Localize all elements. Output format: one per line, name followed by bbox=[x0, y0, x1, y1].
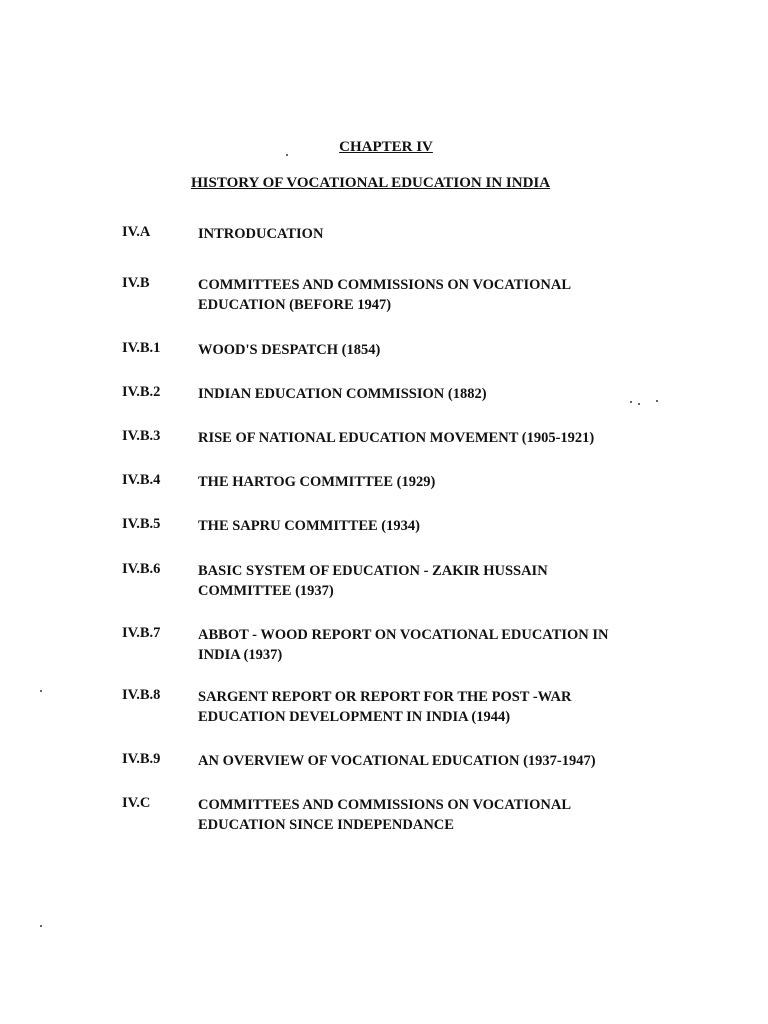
toc-title: THE HARTOG COMMITTEE (1929) bbox=[198, 474, 436, 490]
toc-number: IV.B.3 bbox=[122, 428, 161, 444]
toc-number: IV.B.6 bbox=[122, 561, 161, 577]
toc-title: THE SAPRU COMMITTEE (1934) bbox=[198, 518, 420, 534]
toc-number: IV.B.4 bbox=[122, 472, 161, 488]
toc-title: RISE OF NATIONAL EDUCATION MOVEMENT (1905-1921) bbox=[198, 430, 595, 446]
toc-number: IV.B.1 bbox=[122, 340, 161, 356]
chapter-subtitle: HISTORY OF VOCATIONAL EDUCATION IN INDIA bbox=[191, 175, 551, 191]
scan-speck bbox=[40, 690, 42, 692]
scan-speck bbox=[286, 154, 288, 156]
toc-title: SARGENT REPORT OR REPORT FOR THE POST -WAR EDUCATION DEVELOPMENT IN INDIA (1944) bbox=[198, 689, 572, 725]
toc-title: INTRODUCATION bbox=[198, 226, 324, 242]
toc-number: IV.B.5 bbox=[122, 516, 161, 532]
toc-number: IV.C bbox=[122, 795, 151, 811]
toc-title: WOOD'S DESPATCH (1854) bbox=[198, 342, 381, 358]
chapter-title: CHAPTER IV bbox=[339, 139, 433, 155]
toc-number: IV.A bbox=[122, 224, 151, 240]
scan-speck bbox=[40, 925, 42, 927]
toc-title: AN OVERVIEW OF VOCATIONAL EDUCATION (1937-1947) bbox=[198, 753, 596, 769]
toc-title: ABBOT - WOOD REPORT ON VOCATIONAL EDUCATION IN INDIA (1937) bbox=[198, 627, 609, 663]
toc-number: IV.B.8 bbox=[122, 687, 161, 703]
toc-number: IV.B bbox=[122, 275, 150, 291]
scan-speck bbox=[638, 403, 640, 405]
toc-title: BASIC SYSTEM OF EDUCATION - ZAKIR HUSSAIN COMMITTEE (1937) bbox=[198, 563, 548, 599]
toc-number: IV.B.2 bbox=[122, 384, 161, 400]
scan-speck bbox=[630, 401, 632, 403]
scan-speck bbox=[656, 400, 658, 402]
toc-number: IV.B.9 bbox=[122, 751, 161, 767]
toc-title: COMMITTEES AND COMMISSIONS ON VOCATIONAL EDUCATION SINCE INDEPENDANCE bbox=[198, 797, 571, 833]
toc-title: INDIAN EDUCATION COMMISSION (1882) bbox=[198, 386, 487, 402]
toc-title: COMMITTEES AND COMMISSIONS ON VOCATIONAL EDUCATION (BEFORE 1947) bbox=[198, 277, 571, 313]
toc-number: IV.B.7 bbox=[122, 625, 161, 641]
